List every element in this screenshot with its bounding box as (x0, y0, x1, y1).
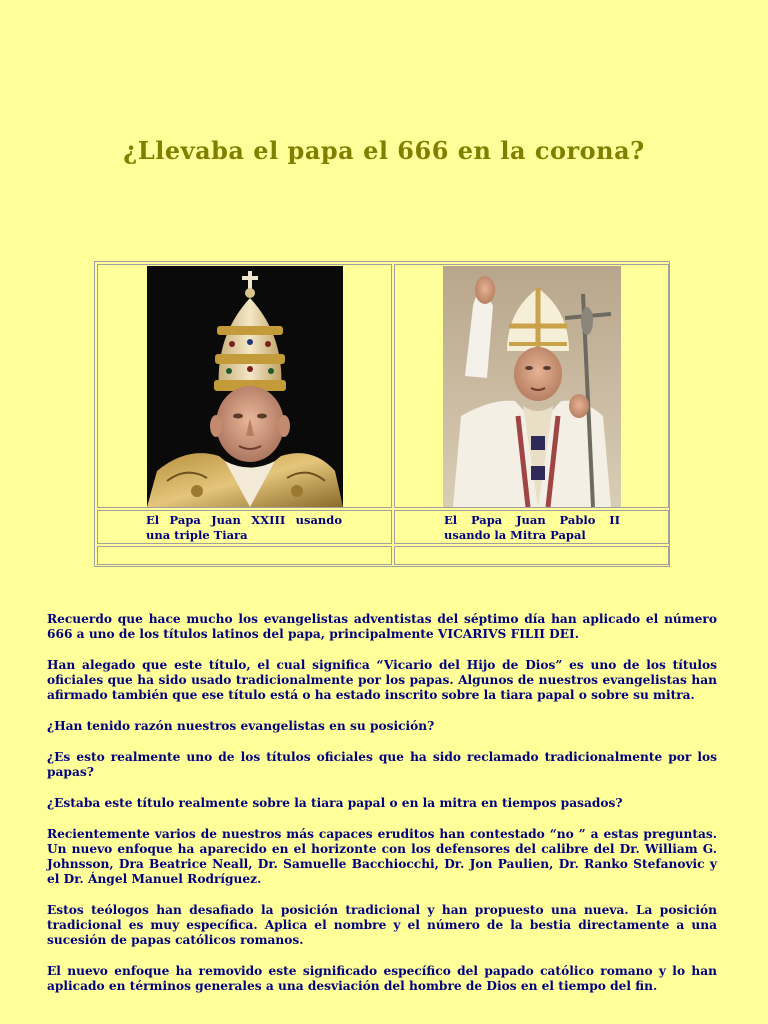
paragraph: Recientemente varios de nuestros más capaces eruditos han contestado “no ” a estas preguntas. Un nuevo enfoque ha aparecido en el horizonte con los defensores del calibre del Dr. William G. Johnsson, Dra Beatrice Neall, Dr. Samuelle Bacchiocchi, Dr. Jon Paulien, Dr. Ranko Stefanovic y el Dr. Ángel Manuel Rodríguez. (47, 827, 717, 886)
figure-table (94, 261, 670, 567)
paragraph: Estos teólogos han desafiado la posición tradicional y han propuesto una nueva. La posición tradicional es muy específica. Aplica el nombre y el número de la bestia directamente a una sucesión de papas católicos romanos. (47, 903, 717, 947)
article-body (47, 612, 717, 1010)
paragraph: Han alegado que este título, el cual significa “Vicario del Hijo de Dios” es uno de los títulos oficiales que ha sido usado tradicionalmente por los papas. Algunos de nuestros evangelistas han afirmado también que ese título está o ha estado inscrito sobre la tiara papal o sobre su mitra. (47, 658, 717, 702)
empty-cell-2 (394, 546, 669, 565)
pope-mitre-photo (443, 266, 621, 507)
figure-caption-2: El Papa Juan Pablo II usando la Mitra Papal (444, 513, 620, 542)
page-title: ¿Llevaba el papa el 666 en la corona? (123, 136, 645, 165)
pope-tiara-photo (147, 266, 343, 507)
paragraph: El nuevo enfoque ha removido este significado específico del papado católico romano y lo han aplicado en términos generales a una desviación del hombre de Dios en el tiempo del fin. (47, 964, 717, 993)
paragraph: Recuerdo que hace mucho los evangelistas adventistas del séptimo día han aplicado el número 666 a uno de los títulos latinos del papa, principalmente VICARIVS FILII DEI. (47, 612, 717, 641)
empty-cell-1 (97, 546, 392, 565)
paragraph: ¿Estaba este título realmente sobre la tiara papal o en la mitra en tiempos pasados? (47, 796, 623, 810)
figure-caption-1: El Papa Juan XXIII usando una triple Tiara (146, 513, 342, 542)
paragraph: ¿Han tenido razón nuestros evangelistas en su posición? (47, 719, 435, 733)
paragraph: ¿Es esto realmente uno de los títulos oficiales que ha sido reclamado tradicionalmente por los papas? (47, 750, 717, 779)
